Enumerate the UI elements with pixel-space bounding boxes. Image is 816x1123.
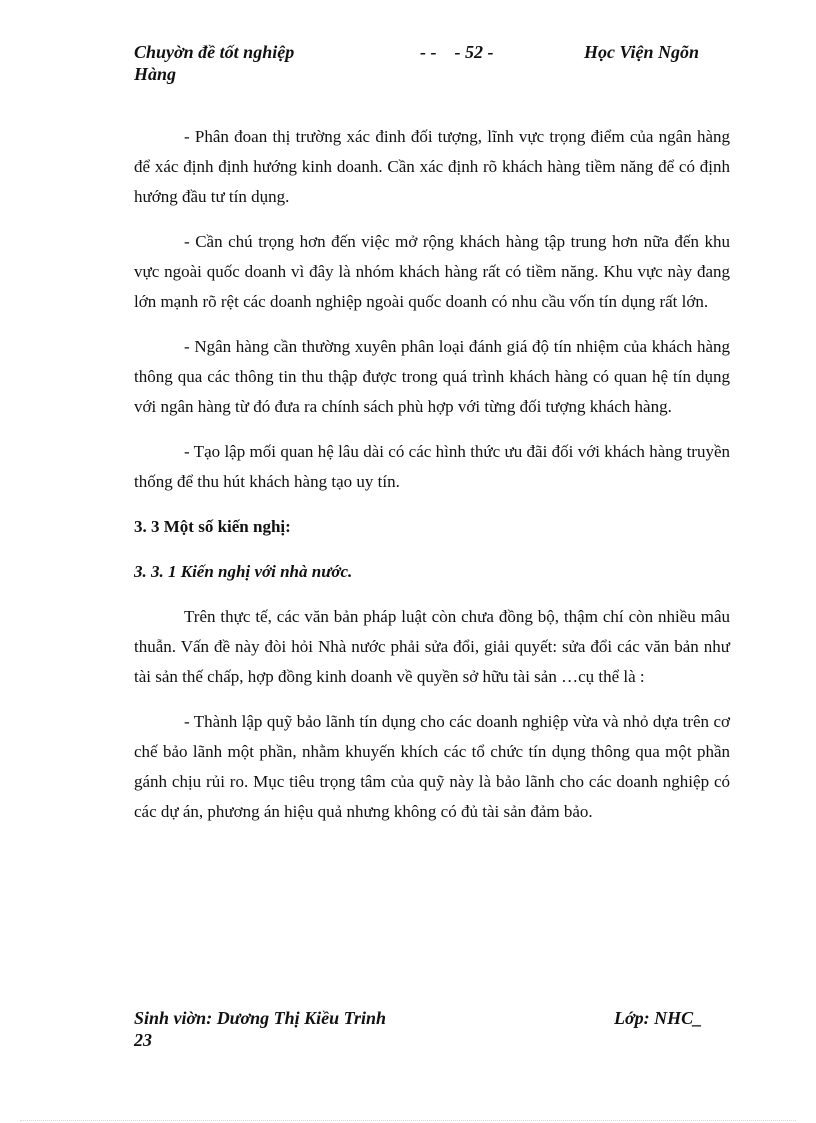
footer-class: Lớp: NHC_ bbox=[614, 1008, 703, 1028]
header-left-continued: Hàng bbox=[134, 64, 177, 84]
header-page-number: - - - 52 - bbox=[420, 42, 494, 62]
paragraph: - Cần chú trọng hơn đến việc mở rộng khách hàng tập trung hơn nữa đến khu vực ngoài quốc doanh vì đây là nhóm khách hàng rất có tiềm năng. Khu vực này đang lớn mạnh rõ rệt các doanh nghiệp ngoài quốc doanh có nhu cầu vốn tín dụng rất lớn. bbox=[134, 232, 730, 311]
paragraph: - Ngân hàng cần thường xuyên phân loại đánh giá độ tín nhiệm của khách hàng thông qua các thông tin thu thập được trong quá trình khách hàng có quan hệ tín dụng với ngân hàng từ đó đưa ra chính sách phù hợp với từng đối tượng khách hàng. bbox=[134, 337, 730, 416]
paragraph: - Phân đoan thị trường xác đinh đối tượng, lĩnh vực trọng điểm của ngân hàng để xác định định hướng kinh doanh. Cần xác định rõ khách hàng tiềm năng để có định hướng đầu tư tín dụng. bbox=[134, 127, 730, 206]
paragraph: - Tạo lập mối quan hệ lâu dài có các hình thức ưu đãi đối với khách hàng truyền thống để thu hút khách hàng tạo uy tín. bbox=[134, 442, 730, 491]
footer-student-name-continued: 23 bbox=[134, 1030, 152, 1050]
header-left: Chuyờn đề tốt nghiệp bbox=[134, 42, 295, 62]
header-right: Học Viện Ngõn bbox=[584, 42, 700, 62]
body-content bbox=[134, 122, 730, 842]
footer-student-name: Sinh viờn: Dương Thị Kiều Trinh bbox=[134, 1008, 387, 1028]
subsection-heading: 3. 3. 1 Kiến nghị với nhà nước. bbox=[134, 562, 353, 581]
paragraph: - Thành lập quỹ bảo lãnh tín dụng cho các doanh nghiệp vừa và nhỏ dựa trên cơ chế bảo lãnh một phần, nhằm khuyến khích các tổ chức tín dụng thông qua một phần gánh chịu rủi ro. Mục tiêu trọng tâm của quỹ này là bảo lãnh cho các doanh nghiệp có các dự án, phương án hiệu quả nhưng không có đủ tài sản đảm bảo. bbox=[134, 712, 730, 821]
page-bottom-divider bbox=[20, 1120, 796, 1121]
paragraph: Trên thực tế, các văn bản pháp luật còn chưa đồng bộ, thậm chí còn nhiều mâu thuẫn. Vấn đề này đòi hỏi Nhà nước phải sửa đổi, giải quyết: sửa đổi các văn bản như tài sản thế chấp, hợp đồng kinh doanh về quyền sở hữu tài sản …cụ thể là : bbox=[134, 607, 730, 686]
section-heading: 3. 3 Một số kiến nghị: bbox=[134, 517, 291, 536]
